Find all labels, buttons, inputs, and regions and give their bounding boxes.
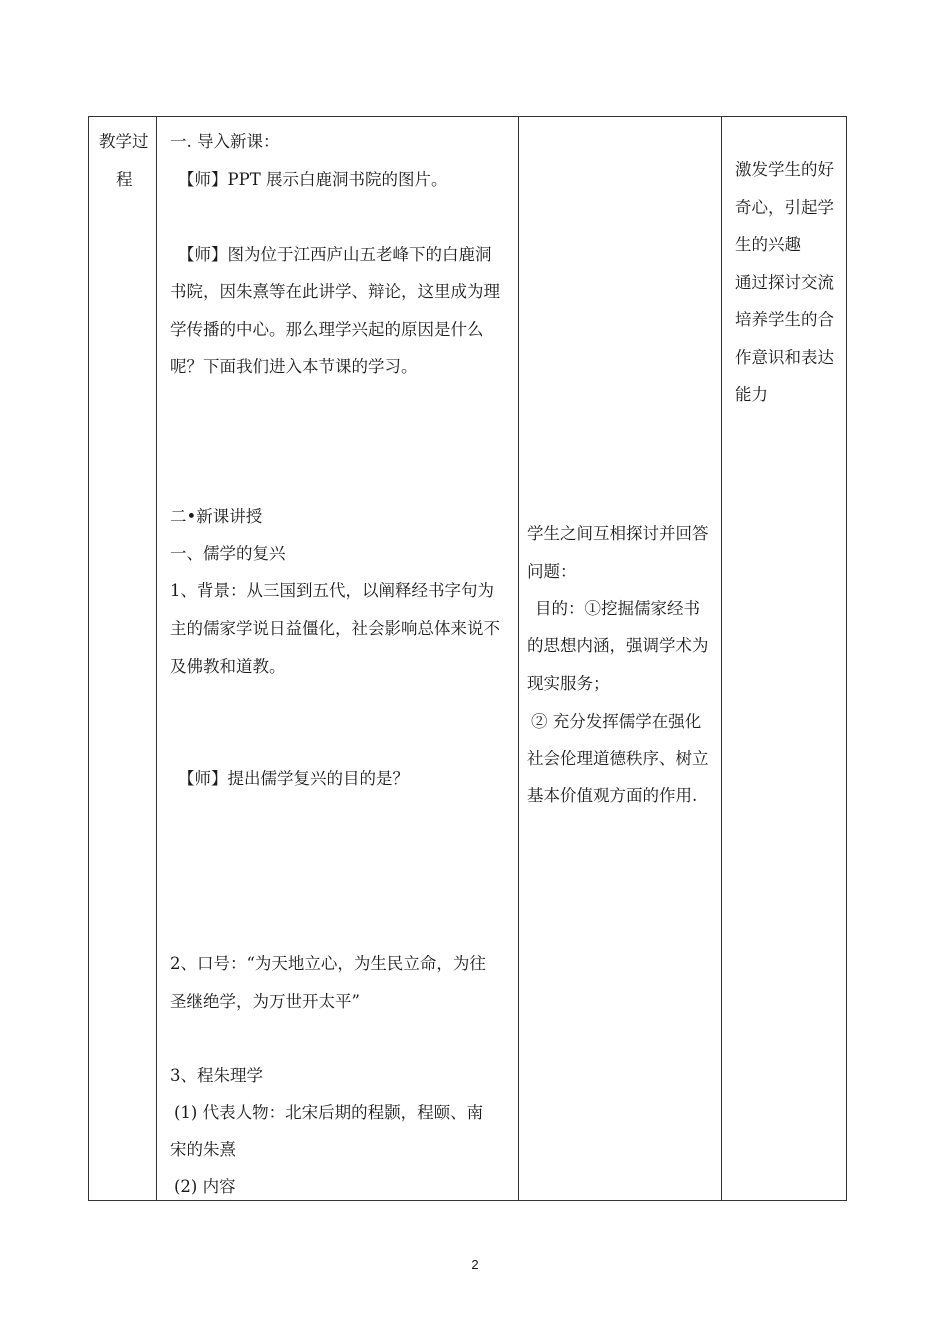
student-line: 社会伦理道德秩序、树立 <box>527 749 709 768</box>
stage-label-line: 程 <box>116 170 133 189</box>
teacher-line: 2、口号：“为天地立心，为生民立命，为往 <box>170 954 486 973</box>
student-line: 基本价值观方面的作用. <box>527 786 698 805</box>
teacher-line: 二•新课讲授 <box>170 507 263 526</box>
teacher-line: 主的儒家学说日益僵化，社会影响总体来说不 <box>170 619 500 638</box>
stage-column <box>89 117 156 1200</box>
teacher-line: 书院，因朱熹等在此讲学、辩论，这里成为理 <box>170 282 500 301</box>
intent-line: 培养学生的合 <box>735 310 834 329</box>
intent-line: 通过探讨交流 <box>735 273 834 292</box>
design-intent-column <box>721 117 846 1200</box>
teacher-activity-column <box>156 117 518 1200</box>
stage-label-line: 教学过 <box>99 132 149 151</box>
teacher-line: (2) 内容 <box>174 1177 236 1196</box>
student-activity-column <box>518 117 721 1200</box>
student-line: 目的：①挖掘儒家经书 <box>535 599 700 618</box>
teacher-line: 学传播的中心。那么理学兴起的原因是什么 <box>170 320 484 339</box>
teacher-line: 圣继绝学，为万世开太平” <box>170 992 360 1011</box>
teacher-line: 1、背景：从三国到五代，以阐释经书字句为 <box>170 581 494 600</box>
student-line: 问题： <box>527 562 577 581</box>
intent-line: 作意识和表达 <box>735 348 834 367</box>
student-line: 现实服务； <box>527 674 610 693</box>
student-line: 学生之间互相探讨并回答 <box>527 524 709 543</box>
teacher-line: 【师】PPT 展示白鹿洞书院的图片。 <box>178 170 448 189</box>
teacher-line: 宋的朱熹 <box>170 1140 236 1159</box>
teacher-line: 一、儒学的复兴 <box>170 544 286 563</box>
teacher-line: (1) 代表人物：北宋后期的程颢，程颐、南 <box>174 1103 484 1122</box>
intent-line: 激发学生的好 <box>735 160 834 179</box>
teacher-line: 【师】提出儒学复兴的目的是？ <box>178 769 409 788</box>
lesson-plan-table <box>88 116 847 1201</box>
teacher-line: 及佛教和道教。 <box>170 657 286 676</box>
page-number: 2 <box>471 1257 479 1272</box>
student-line: ② 充分发挥儒学在强化 <box>531 712 702 731</box>
intent-line: 能力 <box>735 385 768 404</box>
student-line: 的思想内涵，强调学术为 <box>527 636 709 655</box>
teacher-line: 呢？下面我们进入本节课的学习。 <box>170 357 418 376</box>
teacher-line: 3、程朱理学 <box>170 1066 263 1085</box>
intent-line: 生的兴趣 <box>735 235 801 254</box>
teacher-line: 一. 导入新课： <box>170 132 280 151</box>
teacher-line: 【师】图为位于江西庐山五老峰下的白鹿洞 <box>178 245 492 264</box>
intent-line: 奇心，引起学 <box>735 198 834 217</box>
